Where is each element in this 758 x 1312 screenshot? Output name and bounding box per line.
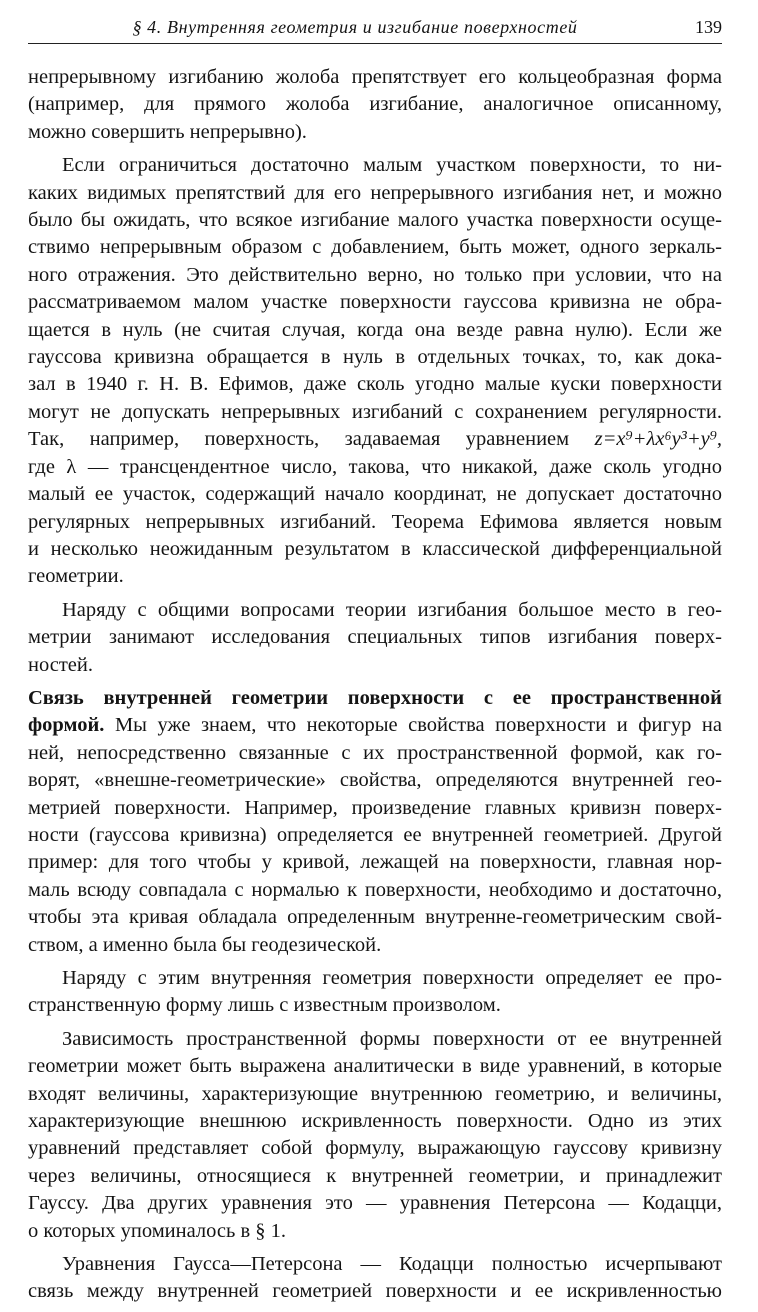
equation: z=x⁹+λx⁶y³+y⁹, [594, 428, 722, 451]
text-line: регулярных непрерывных изгибаний. Теорема Ефимова является новым [28, 510, 722, 533]
text-line: можно совершить непрерывно). [28, 120, 307, 143]
text-line: ней, непосредственно связанные с их пространственной формой, как го- [28, 741, 722, 764]
text-line: ством, а именно была бы геодезической. [28, 933, 382, 956]
run-in-heading: Связь внутренней геометрии поверхности с ее пространственной [28, 686, 722, 709]
text-line: гауссова кривизна обращается в нуль в отдельных точках, то, как дока- [28, 346, 722, 369]
text-line: ности (гауссова кривизна) определяется ее внутренней геометрией. Другой [28, 823, 722, 846]
text-line: зал в 1940 г. Н. В. Ефимов, даже сколь угодно малые куски поверхности [28, 373, 722, 396]
body-text [28, 64, 722, 1312]
text-line: чтобы эта кривая обладала определенным внутренне-геометрическим свой- [28, 906, 722, 929]
text-line: щается в нуль (не считая случая, когда она везде равна нулю). Если же [28, 318, 722, 341]
paragraph [28, 152, 722, 591]
text-fragment: Мы уже знаем, что некоторые свойства поверхности и фигур на [114, 714, 723, 737]
text-line: Гауссу. Два других уравнения это — уравнения Петерсона — Кодацци, [28, 1192, 722, 1215]
text-line: маль всюду совпадала с нормалью к поверхности, необходимо и достаточно, [28, 878, 722, 901]
text-line: могут не допускать непрерывных изгибаний с сохранением регулярности. [28, 400, 722, 423]
text-line: ностей. [28, 653, 93, 676]
text-line: связь между внутренней геометрией поверхности и ее искривленностью [28, 1280, 722, 1303]
text-line: где λ — трансцендентное число, такова, что никакой, даже сколь угодно [28, 455, 722, 478]
text-line: странственную форму лишь с известным произволом. [28, 994, 501, 1017]
text-line: метрией поверхности. Например, произведение главных кривизн поверх- [28, 796, 722, 819]
text-fragment: Так, например, поверхность, задаваемая уравнением [28, 428, 570, 451]
text-line: ворят, «внешне-геометрические» свойства, определяются внутренней гео- [28, 769, 722, 792]
text-line: малый ее участок, содержащий начало координат, не допускает достаточно [28, 483, 722, 506]
text-line: пример: для того чтобы у кривой, лежащей на поверхности, главная нор- [28, 851, 722, 874]
paragraph [28, 597, 722, 679]
paragraph [28, 1251, 722, 1306]
text-line: рассматриваемом малом участке поверхности гауссова кривизна не обра- [28, 291, 722, 314]
paragraph [28, 685, 722, 959]
text-line: было бы ожидать, что всякое изгибание малого участка поверхности осуще- [28, 209, 722, 232]
running-title: § 4. Внутренняя геометрия и изгибание поверхностей [132, 17, 578, 37]
paragraph [28, 965, 722, 1020]
run-in-heading-end: формой. [28, 714, 105, 737]
text-line: каких видимых препятствий для его непрерывного изгибания нет, и можно [28, 181, 722, 204]
text-line: и несколько неожиданным результатом в классической дифференциальной [28, 537, 722, 560]
text-line: метрии занимают исследования специальных типов изгибания поверх- [28, 626, 722, 649]
text-line: о которых упоминалось в § 1. [28, 1219, 287, 1242]
text-line: Зависимость пространственной формы поверхности от ее внутренней [62, 1027, 722, 1050]
paragraph [28, 1026, 722, 1245]
text-line: Наряду с этим внутренняя геометрия поверхности определяет ее про- [62, 967, 722, 989]
text-line: входят величины, характеризующие внутреннюю геометрию, и величины, [28, 1082, 722, 1105]
text-line: Если ограничиться достаточно малым участком поверхности, то ни- [62, 154, 722, 177]
text-line: геометрии может быть выражена аналитически в виде уравнений, в которые [28, 1055, 722, 1078]
text-line: характеризующие внешнюю искривленность поверхности. Одно из этих [28, 1110, 722, 1133]
text-line: (например, для прямого жолоба изгибание, аналогичное описанному, [28, 93, 722, 116]
page-number: 139 [695, 17, 722, 37]
text-line: Уравнения Гаусса—Петерсона — Кодацци полностью исчерпывают [62, 1253, 722, 1276]
paragraph [28, 64, 722, 146]
text-line: уравнений представляет собой формулу, выражающую гауссову кривизну [28, 1137, 722, 1160]
text-line-with-heading [28, 712, 722, 739]
text-line: через величины, относящиеся к внутренней геометрии, и принадлежит [28, 1164, 722, 1187]
text-line: геометрии. [28, 565, 124, 588]
text-line: непрерывному изгибанию жолоба препятствует его кольцеобразная форма [28, 66, 722, 88]
text-line: ствимо непрерывным образом с добавлением, быть может, одного зеркаль- [28, 236, 722, 259]
text-line-with-equation [28, 426, 722, 453]
running-head [28, 14, 722, 44]
text-line: Наряду с общими вопросами теории изгибания большое место в гео- [62, 598, 722, 621]
text-line: ного отражения. Это действительно верно, но только при условии, что на [28, 263, 722, 286]
